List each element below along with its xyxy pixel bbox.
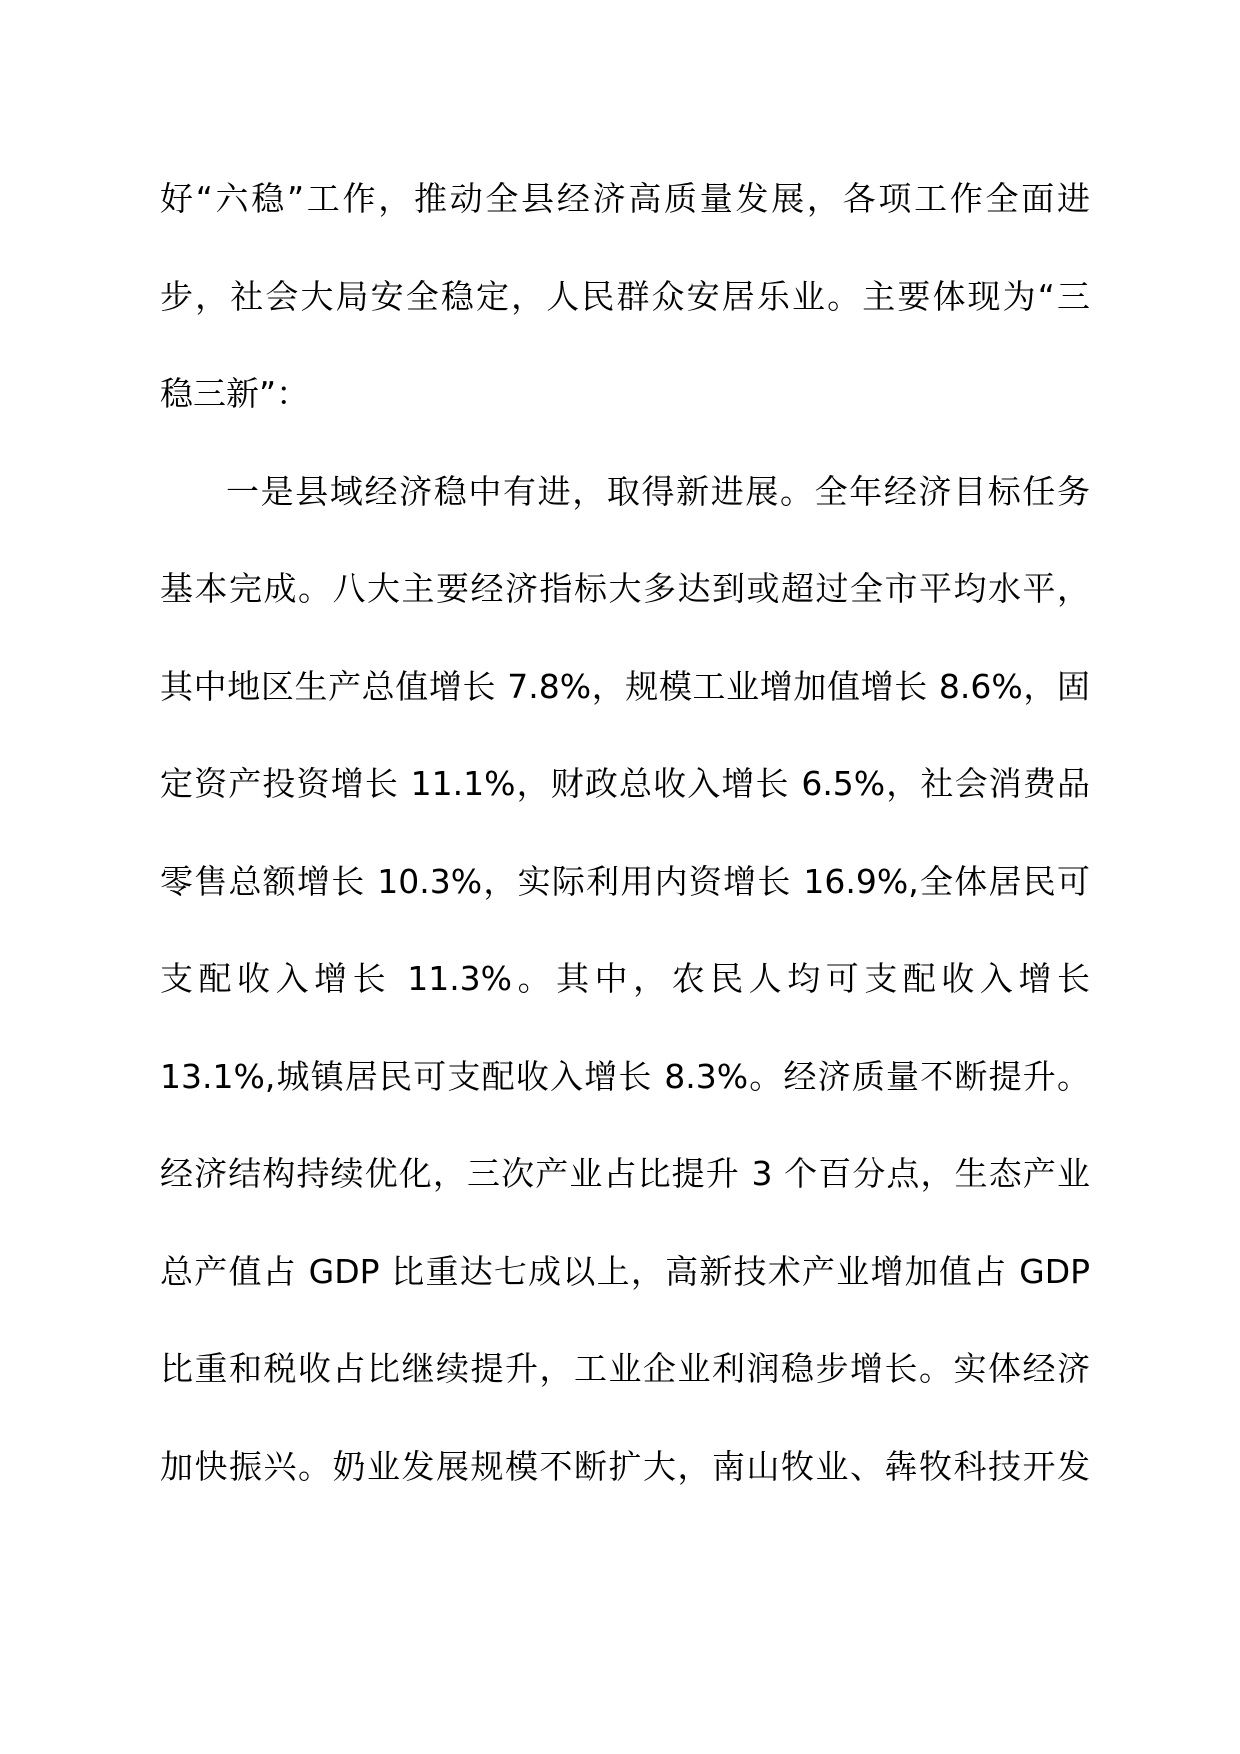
text-line-14: 加快振兴。奶业发展规模不断扩大，南山牧业、犇牧科技开发 bbox=[160, 1446, 1090, 1486]
text-line-10: 13.1%,城镇居民可支配收入增长 8.3%。经济质量不断提升。 bbox=[160, 1056, 1090, 1096]
text-line-13: 比重和税收占比继续提升，工业企业利润稳步增长。实体经济 bbox=[160, 1349, 1090, 1388]
text-line-4: 一是县域经济稳中有进，取得新进展。全年经济目标任务 bbox=[226, 471, 1090, 511]
body-text bbox=[160, 150, 1090, 1515]
text-line-2: 步，社会大局安全稳定，人民群众安居乐业。主要体现为“三 bbox=[160, 276, 1090, 316]
text-line-5: 基本完成。八大主要经济指标大多达到或超过全市平均水平， bbox=[160, 569, 1090, 608]
text-line-11: 经济结构持续优化，三次产业占比提升 3 个百分点，生态产业 bbox=[160, 1154, 1090, 1193]
text-line-7: 定资产投资增长 11.1%，财政总收入增长 6.5%，社会消费品 bbox=[160, 764, 1090, 803]
text-line-3: 稳三新”： bbox=[160, 374, 310, 413]
text-line-8: 零售总额增长 10.3%，实际利用内资增长 16.9%,全体居民可 bbox=[160, 861, 1090, 901]
text-line-6: 其中地区生产总值增长 7.8%，规模工业增加值增长 8.6%，固 bbox=[160, 666, 1090, 706]
text-line-1: 好“六稳”工作，推动全县经济高质量发展，各项工作全面进 bbox=[160, 179, 1090, 218]
text-line-12: 总产值占 GDP 比重达七成以上，高新技术产业增加值占 GDP bbox=[160, 1251, 1090, 1291]
text-line-9: 支配收入增长 11.3%。其中，农民人均可支配收入增长 bbox=[160, 959, 1090, 998]
